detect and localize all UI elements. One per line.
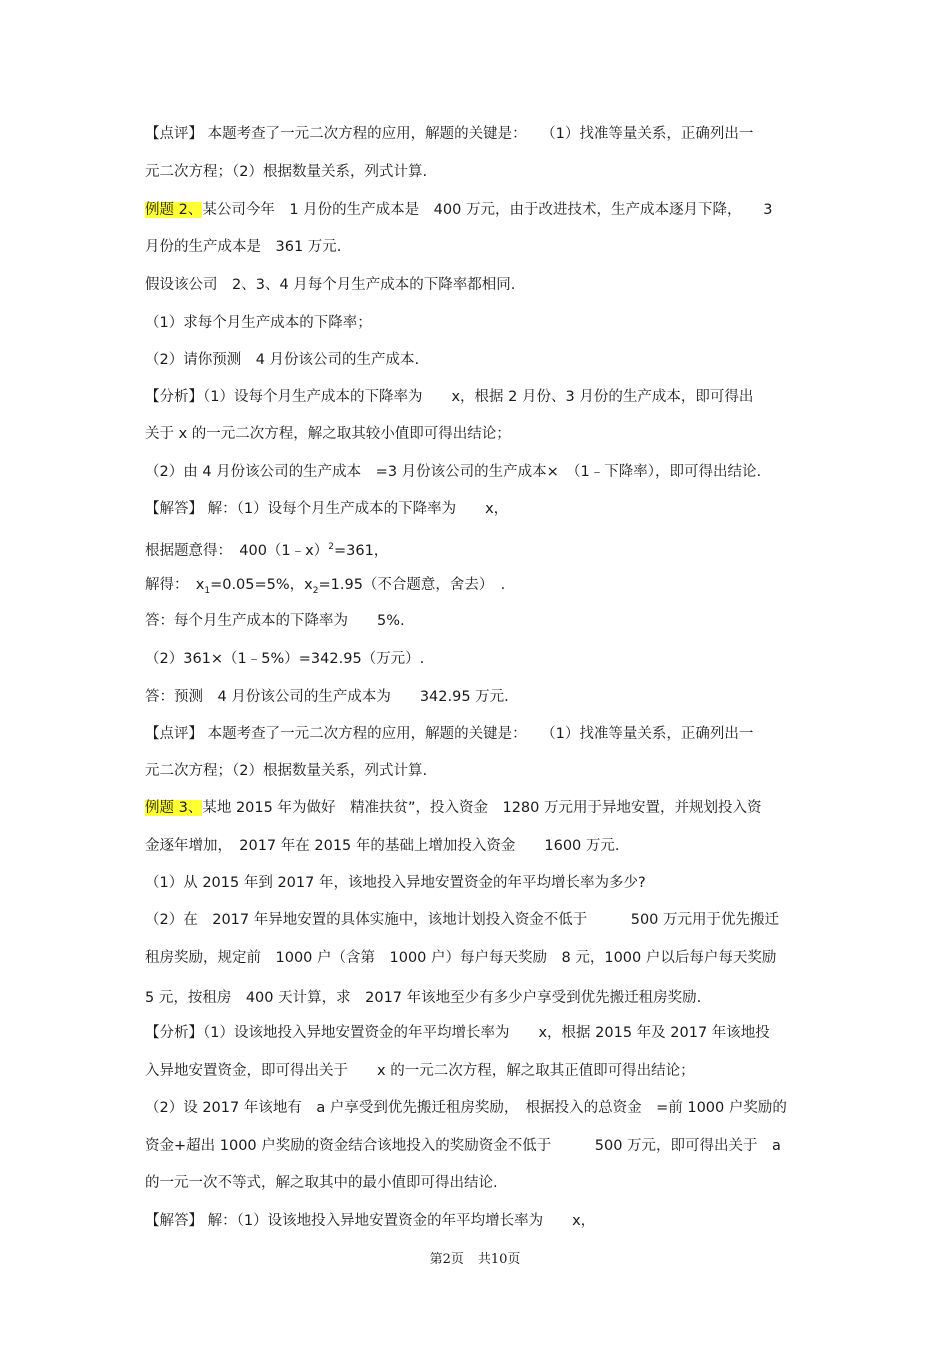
text-line: 【点评】 本题考查了一元二次方程的应用，解题的关键是： （1）找准等量关系，正确列出一 [145, 126, 754, 142]
text-line: 答：预测 4 月份该公司的生产成本为 342.95 万元. [145, 689, 509, 705]
text-line: 假设该公司 2、3、4 月每个月生产成本的下降率都相同. [145, 277, 516, 293]
exponent: 2 [328, 542, 334, 552]
text-line: 入异地安置资金，即可得出关于 x 的一元二次方程，解之取其正值即可得出结论； [145, 1063, 695, 1079]
text-line: 金逐年增加， 2017 年在 2015 年的基础上增加投入资金 1600 万元. [145, 838, 620, 854]
text-line: 答：每个月生产成本的下降率为 5%. [145, 613, 405, 629]
example-heading-line [145, 199, 810, 221]
solution-text: =0.05=5%，x [210, 577, 313, 593]
example-label-highlight: 例题 2、 [145, 202, 203, 218]
text-line: 关于 x 的一元二次方程，解之取其较小值即可得出结论； [145, 426, 511, 442]
example-label-highlight: 例题 3、 [145, 800, 203, 816]
solution-text: 解得： x [145, 577, 205, 593]
text-line: （2）请你预测 4 月份该公司的生产成本. [145, 352, 420, 368]
text-line: （2）设 2017 年该地有 a 户享受到优先搬迁租房奖励， 根据投入的总资金 =前 1000 户奖励的 [145, 1100, 787, 1116]
text-line: 的一元一次不等式，解之取其中的最小值即可得出结论. [145, 1175, 498, 1191]
example-heading-line [145, 797, 810, 819]
equation-line [145, 536, 810, 562]
solution-line [145, 574, 810, 602]
text-line: 【解答】 解：（1）设每个月生产成本的下降率为 x， [145, 501, 509, 517]
example-text: 某公司今年 1 月份的生产成本是 400 万元，由于改进技术，生产成本逐月下降， 3 [202, 202, 773, 218]
text-line: 租房奖励，规定前 1000 户（含第 1000 户）每户每天奖励 8 元，1000 户以后每户每天奖励 [145, 950, 777, 966]
text-line: 元二次方程；（2）根据数量关系，列式计算. [145, 763, 428, 779]
equation-text: =361， [333, 542, 389, 559]
text-line: （2）由 4 月份该公司的生产成本 =3 月份该公司的生产成本× （1﹣下降率），即可得出结论. [145, 464, 762, 480]
text-line: （2）361×（1﹣5%）=342.95（万元）. [145, 651, 425, 667]
example-text: 某地 2015 年为做好 精准扶贫”，投入资金 1280 万元用于异地安置，并规划投入资 [202, 800, 762, 816]
page-total: 共10页 [477, 1252, 521, 1267]
text-line: 【分析】（1）设每个月生产成本的下降率为 x，根据 2 月份、3 月份的生产成本，即可得出 [145, 389, 754, 405]
text-line: 元二次方程；（2）根据数量关系，列式计算. [145, 164, 428, 180]
text-line: （2）在 2017 年异地安置的具体实施中，该地计划投入资金不低于 500 万元用于优先搬迁 [145, 912, 780, 928]
text-line: 资金+超出 1000 户奖励的资金结合该地投入的奖励资金不低于 500 万元，即可得出关于 a [145, 1138, 781, 1154]
equation-text: 根据题意得： 400（1﹣x） [145, 542, 329, 559]
subscript: 2 [312, 585, 319, 596]
page-number: 第2页 [429, 1252, 464, 1267]
text-line: （1）求每个月生产成本的下降率； [145, 315, 372, 331]
page-footer [0, 1248, 950, 1267]
text-line: （1）从 2015 年到 2017 年，该地投入异地安置资金的年平均增长率为多少? [145, 875, 646, 891]
solution-text: =1.95（不合题意，舍去） . [318, 577, 506, 593]
text-line: 5 元，按租房 400 天计算，求 2017 年该地至少有多少户享受到优先搬迁租房奖励. [145, 990, 702, 1006]
text-line: 【分析】（1）设该地投入异地安置资金的年平均增长率为 x，根据 2015 年及 2017 年该地投 [145, 1025, 770, 1041]
text-line: 月份的生产成本是 361 万元. [145, 239, 342, 255]
subscript: 1 [204, 585, 211, 596]
text-line: 【解答】 解：（1）设该地投入异地安置资金的年平均增长率为 x， [145, 1213, 596, 1229]
text-line: 【点评】 本题考查了一元二次方程的应用，解题的关键是： （1）找准等量关系，正确列出一 [145, 726, 754, 742]
